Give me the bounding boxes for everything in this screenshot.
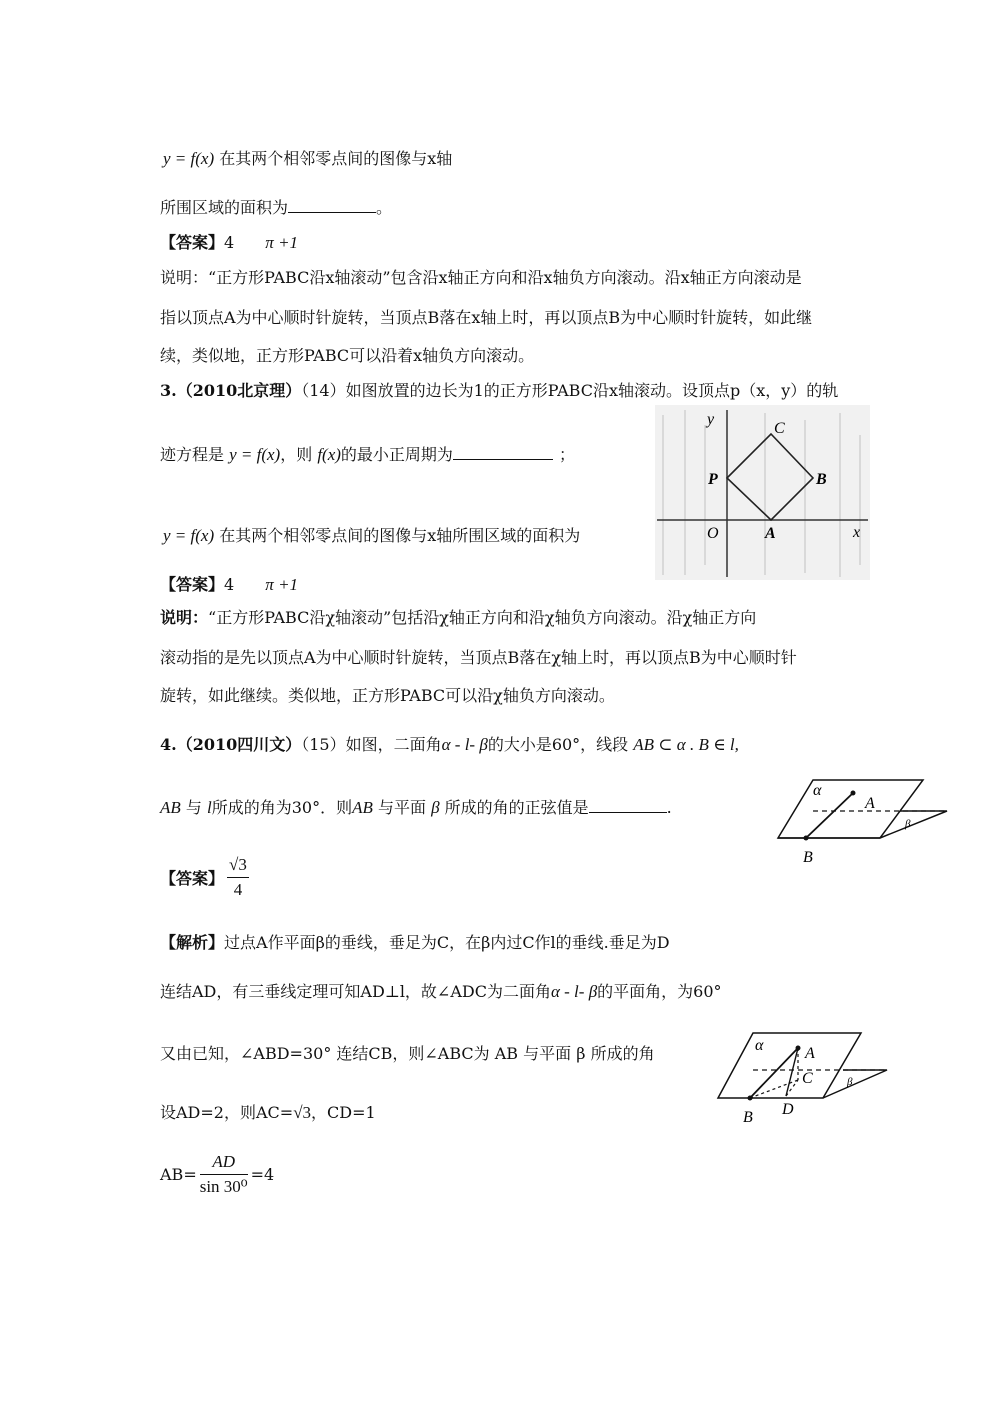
p1-func: y = f(x) [163,149,215,168]
label-p: P [708,471,718,488]
q4-solution-line2: 连结AD，有三垂线定理可知AD⊥l，故∠ADC为二面角α - l- β的平面角，为60° [160,982,722,1001]
plane-alpha [718,1033,861,1098]
p1-note-line3: 续，类似地，正方形PABC可以沿着x轴负方向滚动。 [160,346,535,365]
sine-blank[interactable] [589,798,667,813]
q4-line2: AB 与 l所成的角为30°．则AB 与平面 β 所成的角的正弦值是 . [160,798,672,817]
q3-note-line3: 旋转，如此继续。类似地，正方形PABC可以沿χ轴负方向滚动。 [160,686,615,705]
p1-line1 [163,146,452,169]
svg-text:α: α [813,782,822,799]
label-x: x [853,524,861,541]
q4-solution-line1: 【解析】过点A作平面β的垂线，垂足为C，在β内过C作l的垂线.垂足为D [160,933,670,952]
q3-square-figure [655,405,870,580]
plane-beta [823,1070,887,1098]
p1-line2-text: 所围区域的面积为 [160,198,289,217]
q4-answer: 【答案】 $\frac{√3}{4}$ [160,853,252,902]
svg-text:C: C [802,1070,813,1087]
p1-line1-text: 在其两个相邻零点间的图像与x轴 [219,149,453,168]
svg-text:A: A [865,795,875,812]
q3-line2: 迹方程是 y = f(x)，则 f(x)的最小正周期为 ； [160,445,575,464]
q4-header: 4.（2010四川文）（15）如图，二面角α - l- β的大小是60°，线段 AB ⊂ α . B ∈ l, [160,735,739,754]
point-a [851,791,856,796]
q3-note-line1: 说明：“正方形PABC沿χ轴滚动”包括沿χ轴正方向和沿χ轴负方向滚动。沿χ轴正方向 [160,608,757,627]
figure-background [655,405,870,580]
ab-fraction: $\frac{AD}{\text{sin 30⁰}}$ [199,1152,248,1196]
label-y: y [707,411,715,428]
q3-source: （2010北京理） [176,381,302,400]
label-c: C [774,420,785,437]
svg-text:B: B [803,849,813,866]
label-o: O [707,525,719,542]
p1-note-line2: 指以顶点A为中心顺时针旋转，当顶点B落在x轴上时，再以顶点B为中心顺时针旋转，如此继 [160,308,813,327]
svg-text:β: β [847,1076,853,1088]
q3-note-line2: 滚动指的是先以顶点A为中心顺时针旋转，当顶点B落在χ轴上时，再以顶点B为中心顺时针 [160,648,797,667]
p1-note-line1: 说明：“正方形PABC沿x轴滚动”包含沿x轴正方向和沿x轴负方向滚动。沿x轴正方向滚动是 [160,268,802,287]
q3-header: 3.（2010北京理）（14）如图放置的边长为1的正方形PABC沿x轴滚动。设顶点p（x，y）的轨 [160,381,839,400]
q4-solution-line4: 设AD=2，则AC=√3，CD=1 [160,1103,376,1122]
svg-text:A: A [805,1045,815,1062]
q3-answer: 【答案】4 π +1 [160,575,299,594]
q3-line3: y = f(x) 在其两个相邻零点间的图像与x轴所围区域的面积为 [163,526,581,545]
point-b [804,836,809,841]
q4-solution-line3: 又由已知，∠ABD=30° 连结CB，则∠ABC为 AB 与平面 β 所成的角 [160,1044,655,1063]
svg-text:α: α [755,1037,764,1054]
p1-answer: 【答案】4 π +1 [160,233,299,252]
label-a: A [765,525,776,542]
segment-ab [806,793,853,838]
dihedral-figure-1 [775,775,950,870]
label-b: B [816,471,827,488]
svg-text:B: B [743,1109,753,1126]
q4-source: （2010四川文） [176,735,302,754]
dihedral-figure-2 [715,1028,890,1128]
q4-solution-line5: AB= $\frac{AD}{\text{sin 30⁰}}$ =4 [160,1150,274,1199]
svg-text:β: β [905,818,911,830]
answer-blank[interactable] [288,198,376,213]
point-a [796,1046,801,1051]
p1-line2: 所围区域的面积为 。 [160,198,393,217]
point-b [748,1096,753,1101]
period-blank[interactable] [453,445,553,460]
answer-fraction: $\frac{√3}{4}$ [229,855,247,899]
svg-text:D: D [782,1101,794,1118]
